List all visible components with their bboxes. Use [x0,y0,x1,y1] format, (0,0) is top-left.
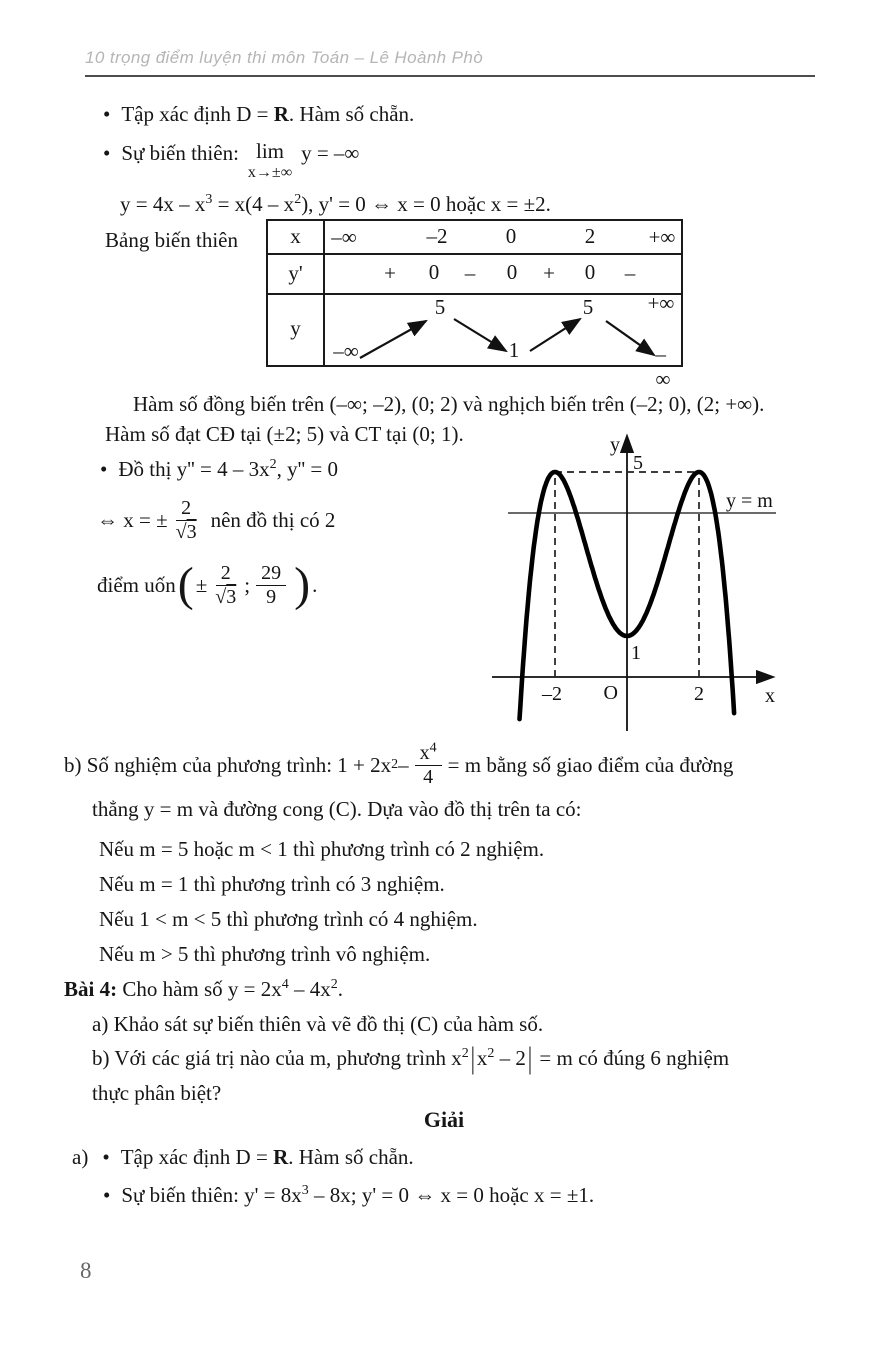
yprime-sign: – [624,261,636,285]
math-run: . [312,572,318,597]
tick-1: 1 [631,642,641,664]
table-row-divider [268,293,681,295]
math-run: , y'' = 0 [276,457,339,481]
math-run: Sự biến thiên: y' = 8x [121,1183,302,1207]
math-run: ), y' = 0 ⇔ x = 0 hoặc x = ±2. [301,192,551,216]
section-b-line-1: b) Số nghiệm của phương trình: 1 + 2x 2 – $\frac{x^4}{4}$ = m bằng số giao điểm của đường [64,739,734,788]
problem-4-statement [64,977,343,1002]
row-label-y1: y' [288,261,303,285]
bullet-variation-line [103,141,359,181]
y-limit-right: –∞ [655,342,671,391]
row-label-x: x [290,224,301,248]
page-number: 8 [80,1258,92,1283]
inflection-line-2 [97,553,317,617]
problem-4a: a) Khảo sát sự biến thiên và vẽ đồ thị (C) của hàm số. [92,1012,544,1036]
math-run: – 8x; y' = 0 ⇔ x = 0 hoặc x = ±1. [308,1183,595,1207]
x-axis-label: x [765,685,775,707]
row-label-y: y [290,316,301,340]
bullet-icon: • [103,141,111,165]
exponent: 3 [205,192,213,207]
domain-text-2: . Hàm số chẵn. [288,102,415,126]
case-line: Nếu m > 5 thì phương trình vô nghiệm. [99,942,431,966]
math-run: – 4x [288,977,331,1001]
yprime-sign: + [384,261,396,285]
y-top-right: +∞ [647,291,675,315]
problem-4b [92,1040,730,1076]
yprime-sign: 0 [428,260,440,284]
abs-bar-icon: | [470,1040,475,1076]
abs-bar-icon: | [527,1040,533,1076]
radicand: 3 [226,585,237,608]
solution-line-a [72,1145,414,1170]
R-symbol: R [273,102,289,126]
arrow-down-icon [454,319,506,351]
lim-word: lim [255,139,284,163]
case-line: Nếu m = 5 hoặc m < 1 thì phương trình có 2 nghiệm. [99,837,545,861]
math-run: – 2 [494,1046,526,1070]
exponent: 2 [294,192,302,207]
left-paren: ( [177,558,194,612]
math-run: = x(4 – x [212,192,295,216]
sqrt-icon: √ [215,585,227,608]
bullet-icon: • [103,1183,111,1207]
right-paren: ) [294,558,311,612]
table-caption: Bảng biến thiên [105,228,238,252]
variation-text: Sự biến thiên: [121,141,239,165]
yprime-sign: – [464,261,476,285]
bullet-second-derivative [100,457,338,482]
fraction [213,562,238,609]
case-line: Nếu m = 1 thì phương trình có 3 nghiệm. [99,872,445,896]
x-value: +∞ [648,225,676,249]
exponent: 3 [301,1183,309,1198]
R-symbol: R [273,1145,289,1169]
math-run: x [476,1046,488,1070]
fraction [415,739,442,789]
radicand: 3 [186,520,197,543]
page-header: 10 trọng điểm luyện thi môn Toán – Lê Hoành Phò [85,48,484,67]
origin-label: O [603,682,618,704]
x-value: 0 [505,224,517,248]
numerator: 29 [256,562,286,586]
header-rule [85,75,815,77]
section-b-line-2: thẳng y = m và đường cong (C). Dựa vào đồ thị trên ta có: [92,797,582,821]
monotonicity-text: Hàm số đồng biến trên (–∞; –2), (0; 2) và nghịch biến trên (–2; 0), (2; +∞). [133,392,765,416]
denominator [174,521,199,544]
lim-subscript: x→±∞ [247,164,293,181]
tick-2: 2 [694,683,704,705]
solution-heading: Giải [423,1107,465,1132]
math-run: Cho hàm số y = 2x [117,977,282,1001]
exponent: 2 [330,977,338,992]
yprime-sign: + [543,261,555,285]
bullet-icon: • [100,457,108,481]
domain-text-2: . Hàm số chẵn. [288,1145,414,1169]
math-run: b) Với các giá trị nào của m, phương trình x [92,1046,462,1070]
fraction [256,562,286,609]
problem-label: Bài 4: [64,977,118,1001]
derivative-line [120,192,551,217]
bullet-domain-line [103,102,414,127]
separator: ; [244,572,251,597]
numerator: 2 [216,562,236,586]
exponent: 2 [487,1046,495,1061]
bullet-icon: • [103,102,111,126]
y-max-1: 5 [434,295,446,319]
math-run: = m có đúng 6 nghiệm [534,1046,730,1070]
math-run: – [398,752,409,777]
item-label: a) [72,1145,89,1169]
sqrt-icon: √ [175,520,187,543]
math-run: . [337,977,344,1001]
extrema-text: Hàm số đạt CĐ tại (±2; 5) và CT tại (0; 1). [105,422,464,446]
exponent: 2 [461,1046,469,1061]
exponent: 4 [281,977,289,992]
yprime-sign: 0 [506,260,518,284]
limit-value: y = –∞ [301,141,360,165]
math-run: b) Số nghiệm của phương trình: 1 + 2x [64,752,392,777]
math-run: Đồ thị y'' = 4 – 3x [118,457,270,481]
table-row-divider [268,253,681,255]
graph-figure [480,425,876,737]
arrow-up-icon [530,319,580,351]
quartic-graph [480,425,876,737]
y-limit-left: –∞ [333,339,359,363]
x-value: –∞ [331,225,357,249]
variation-table [266,219,683,391]
tick-5: 5 [633,452,643,474]
limit-notation [248,141,292,181]
m-line-label: y = m [726,490,773,512]
bullet-icon: • [102,1145,110,1169]
y-max-2: 5 [582,295,594,319]
math-run: ⇔ x = ± [97,507,168,532]
math-run: y = 4x – x [120,192,206,216]
denominator: 4 [423,765,434,788]
solution-line-b [103,1183,594,1208]
math-run: x [419,741,430,764]
problem-4b-cont: thực phân biệt? [92,1081,222,1105]
exponent: 4 [429,739,437,755]
denominator: 9 [266,585,277,608]
math-run: điểm uốn [97,572,176,597]
inflection-line-1 [97,492,335,548]
tick-neg2: –2 [542,683,562,705]
exponent: 2 [269,457,277,472]
x-value: –2 [426,224,448,248]
plus-minus: ± [195,572,208,597]
arrow-up-icon [360,321,426,358]
arrow-down-icon [606,321,654,355]
yprime-sign: 0 [584,260,596,284]
fraction [174,497,199,544]
domain-text: Tập xác định D = [120,1145,274,1169]
y-axis-label: y [610,434,620,456]
numerator [415,739,442,766]
math-run: nên đồ thị có 2 [210,507,336,532]
x-value: 2 [584,224,596,248]
denominator [213,586,238,609]
domain-text: Tập xác định D = [121,102,274,126]
case-line: Nếu 1 < m < 5 thì phương trình có 4 nghiệm. [99,907,478,931]
y-min: 1 [508,338,520,362]
math-run: = m bằng số giao điểm của đường [447,752,734,777]
numerator: 2 [176,497,196,521]
